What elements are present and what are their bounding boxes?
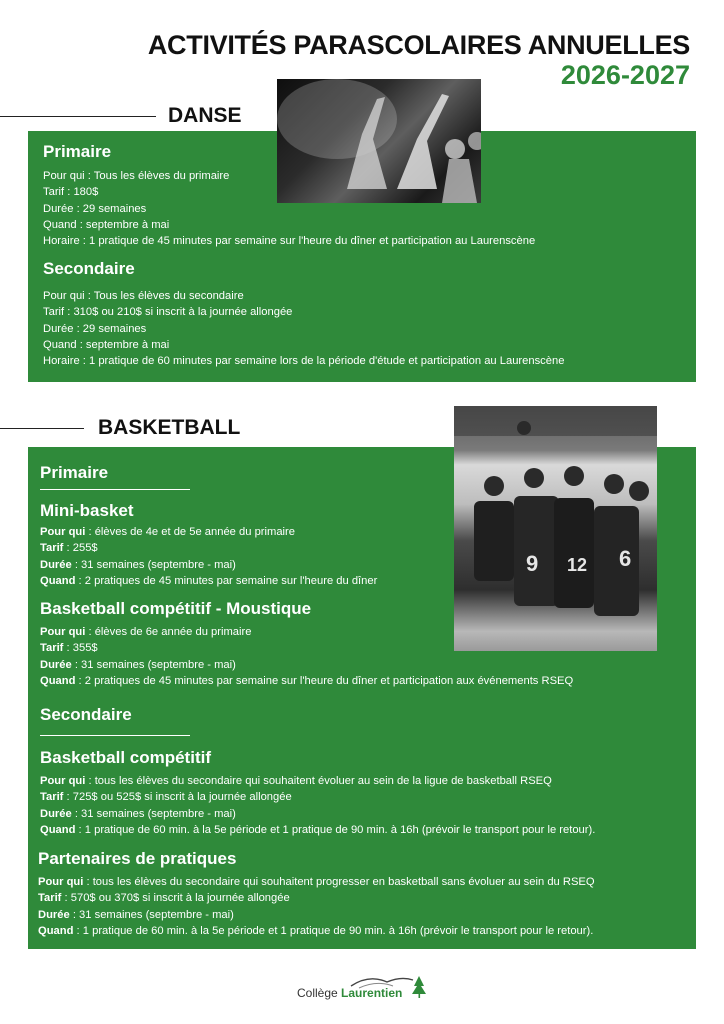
danse-rule: [0, 116, 156, 117]
moustique-details: [40, 624, 573, 689]
competitif-heading: Basketball compétitif: [40, 748, 211, 767]
detail-line: Quand : 2 pratiques de 45 minutes par semaine sur l'heure du dîner et participation aux événements RSEQ: [40, 674, 574, 687]
basketball-secondaire-heading: Secondaire: [40, 705, 132, 724]
mini-basket-details: [40, 524, 377, 589]
detail-line: Pour qui : élèves de 6e année du primaire: [40, 626, 252, 638]
primaire-underline: [40, 489, 190, 490]
school-year: 2026-2027: [560, 60, 690, 90]
detail-line: Pour qui : tous les élèves du secondaire qui souhaitent progresser en basketball sans évoluer au sein du RSEQ: [38, 876, 595, 888]
danse-secondaire-heading: Secondaire: [43, 259, 135, 278]
basketball-primaire-heading: Primaire: [40, 463, 109, 482]
detail-line: Durée : 29 semaines: [43, 322, 147, 335]
detail-line: Tarif : 310$ ou 210$ si inscrit à la journée allongée: [43, 306, 293, 319]
detail-line: Horaire : 1 pratique de 60 minutes par semaine lors de la période d'étude et participation au Laurenscène: [43, 355, 565, 368]
svg-text:6: 6: [619, 546, 632, 571]
detail-line: Tarif : 570$ ou 370$ si inscrit à la journée allongée: [38, 892, 290, 905]
detail-line: Tarif : 355$: [40, 642, 98, 655]
svg-text:9: 9: [526, 551, 539, 576]
svg-text:12: 12: [567, 555, 588, 575]
basketball-photo: [454, 406, 657, 651]
page-title: ACTIVITÉS PARASCOLAIRES ANNUELLES: [147, 30, 690, 60]
detail-line: Quand : 2 pratiques de 45 minutes par semaine sur l'heure du dîner: [40, 574, 378, 587]
detail-line: Durée : 31 semaines (septembre - mai): [40, 658, 236, 671]
danse-secondaire-details: [43, 288, 564, 369]
detail-line: Pour qui : tous les élèves du secondaire qui souhaitent évoluer au sein de la ligue de basketball RSEQ: [40, 775, 552, 787]
detail-line: Pour qui : Tous les élèves du secondaire: [43, 290, 244, 302]
mini-basket-heading: Mini-basket: [40, 501, 134, 520]
detail-line: Quand : septembre à mai: [43, 218, 170, 231]
danse-primaire-details: [43, 168, 535, 249]
detail-line: Pour qui : Tous les élèves du primaire: [43, 170, 230, 182]
detail-line: Pour qui : élèves de 4e et de 5e année du primaire: [40, 526, 295, 538]
detail-line: Quand : 1 pratique de 60 min. à la 5e période et 1 pratique de 90 min. à 16h (prévoir le transport pour le retour).: [40, 823, 596, 836]
partenaires-heading: Partenaires de pratiques: [38, 849, 237, 868]
detail-line: Quand : 1 pratique de 60 min. à la 5e période et 1 pratique de 90 min. à 16h (prévoir le transport pour le retour).: [38, 924, 594, 937]
basketball-title: BASKETBALL: [98, 416, 241, 439]
moustique-heading: Basketball compétitif - Moustique: [40, 599, 312, 618]
secondaire-underline: [40, 735, 190, 736]
danse-title: DANSE: [168, 104, 242, 127]
partenaires-details: [38, 874, 595, 939]
detail-line: Durée : 31 semaines (septembre - mai): [40, 558, 236, 571]
detail-line: Horaire : 1 pratique de 45 minutes par semaine sur l'heure du dîner et participation au Laurenscène: [43, 235, 536, 248]
detail-line: Durée : 29 semaines: [43, 202, 147, 215]
college-logo: [297, 972, 429, 1002]
detail-line: Tarif : 255$: [40, 542, 98, 555]
basketball-rule: [0, 428, 84, 429]
detail-line: Tarif : 180$: [43, 186, 99, 199]
danse-primaire-heading: Primaire: [43, 142, 112, 161]
competitif-details: [40, 773, 595, 838]
detail-line: Tarif : 725$ ou 525$ si inscrit à la journée allongée: [40, 791, 292, 804]
college-name: Collège Laurentien: [297, 986, 403, 1000]
detail-line: Durée : 31 semaines (septembre - mai): [38, 908, 234, 921]
detail-line: Durée : 31 semaines (septembre - mai): [40, 807, 236, 820]
detail-line: Quand : septembre à mai: [43, 338, 170, 351]
